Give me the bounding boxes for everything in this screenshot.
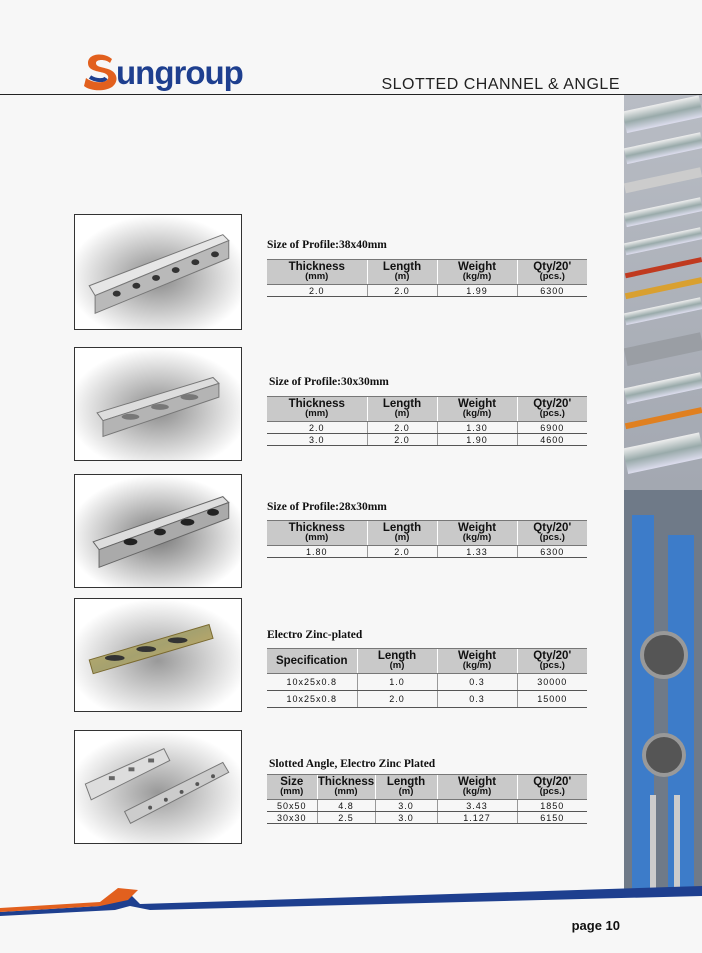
column-header: Length (m) — [367, 260, 437, 285]
table-cell: 2.0 — [357, 691, 437, 708]
table-cell: 1.127 — [437, 812, 517, 824]
pipe-machinery-strip — [624, 95, 702, 895]
table-cell: 2.0 — [367, 434, 437, 446]
column-header: Thickness (mm) — [267, 397, 367, 422]
product-image-slotted-angle — [74, 730, 242, 844]
table-header-row — [267, 521, 587, 546]
logo-s-icon — [82, 51, 118, 93]
table-cell: 3.43 — [437, 800, 517, 812]
table-cell: 50x50 — [267, 800, 317, 812]
product-image-28x30-channel — [74, 474, 242, 588]
column-header: Qty/20' (pcs.) — [517, 397, 587, 422]
table-row — [267, 546, 587, 558]
table-row — [267, 434, 587, 446]
section-title-slotted-angle: Slotted Angle, Electro Zinc Plated — [269, 758, 436, 770]
table-cell: 2.0 — [367, 285, 437, 297]
table-cell: 3.0 — [375, 812, 437, 824]
logo-wordmark: ungroup — [116, 54, 243, 91]
sungroup-logo — [82, 50, 243, 94]
column-header: Weight (kg/m) — [437, 260, 517, 285]
table-cell: 3.0 — [375, 800, 437, 812]
slotted-angle-icon — [75, 731, 241, 843]
column-header: Weight (kg/m) — [437, 649, 517, 674]
column-header: Specification — [267, 649, 357, 674]
table-header-row — [267, 649, 587, 674]
column-header: Weight (kg/m) — [437, 521, 517, 546]
column-header: Weight (kg/m) — [437, 775, 517, 800]
table-cell: 3.0 — [267, 434, 367, 446]
table-cell: 2.0 — [367, 422, 437, 434]
spec-table-zinc-plated — [267, 648, 587, 708]
table-cell: 0.3 — [437, 674, 517, 691]
column-header: Weight (kg/m) — [437, 397, 517, 422]
table-cell: 1.0 — [357, 674, 437, 691]
table-cell: 15000 — [517, 691, 587, 708]
table-cell: 1.90 — [437, 434, 517, 446]
product-image-38x40-channel — [74, 214, 242, 330]
table-cell: 1.80 — [267, 546, 367, 558]
table-cell: 30000 — [517, 674, 587, 691]
section-title-38x40: Size of Profile:38x40mm — [267, 239, 387, 251]
table-row — [267, 691, 587, 708]
table-cell: 1.33 — [437, 546, 517, 558]
column-header: Thickness (mm) — [317, 775, 375, 800]
table-cell: 30x30 — [267, 812, 317, 824]
table-cell: 2.5 — [317, 812, 375, 824]
slotted-channel-icon — [75, 475, 241, 587]
zinc-channel-icon — [75, 599, 241, 711]
header-divider — [0, 94, 702, 95]
table-row — [267, 422, 587, 434]
table-header-row — [267, 260, 587, 285]
spec-table-38x40 — [267, 259, 587, 297]
table-row — [267, 285, 587, 297]
table-cell: 6300 — [517, 285, 587, 297]
column-header: Length (m) — [367, 521, 437, 546]
product-image-zinc-plated-channel — [74, 598, 242, 712]
column-header: Qty/20' (pcs.) — [517, 649, 587, 674]
table-cell: 1850 — [517, 800, 587, 812]
table-cell: 6150 — [517, 812, 587, 824]
table-cell: 4600 — [517, 434, 587, 446]
section-title-30x30: Size of Profile:30x30mm — [269, 376, 389, 388]
page-number: page 10 — [571, 918, 620, 933]
column-header: Length (m) — [375, 775, 437, 800]
table-cell: 0.3 — [437, 691, 517, 708]
table-cell: 1.99 — [437, 285, 517, 297]
column-header: Qty/20' (pcs.) — [517, 521, 587, 546]
table-cell: 2.0 — [267, 422, 367, 434]
table-cell: 6300 — [517, 546, 587, 558]
table-cell: 6900 — [517, 422, 587, 434]
section-title-zinc-plated: Electro Zinc-plated — [267, 629, 363, 641]
table-header-row — [267, 397, 587, 422]
table-row — [267, 812, 587, 824]
table-cell: 1.30 — [437, 422, 517, 434]
table-row — [267, 674, 587, 691]
column-header: Qty/20' (pcs.) — [517, 260, 587, 285]
table-cell: 2.0 — [367, 546, 437, 558]
section-title-28x30: Size of Profile:28x30mm — [267, 501, 387, 513]
column-header: Qty/20' (pcs.) — [517, 775, 587, 800]
column-header: Thickness (mm) — [267, 260, 367, 285]
table-cell: 2.0 — [267, 285, 367, 297]
table-row — [267, 800, 587, 812]
column-header: Size (mm) — [267, 775, 317, 800]
footer-swoosh — [0, 880, 702, 920]
slotted-channel-icon — [75, 215, 241, 329]
table-cell: 4.8 — [317, 800, 375, 812]
spec-table-28x30 — [267, 520, 587, 558]
table-cell: 10x25x0.8 — [267, 674, 357, 691]
spec-table-slotted-angle — [267, 774, 587, 824]
slotted-channel-icon — [75, 348, 241, 460]
column-header: Length (m) — [367, 397, 437, 422]
table-cell: 10x25x0.8 — [267, 691, 357, 708]
table-header-row — [267, 775, 587, 800]
spec-table-30x30 — [267, 396, 587, 446]
column-header: Thickness (mm) — [267, 521, 367, 546]
page-title: SLOTTED CHANNEL & ANGLE — [381, 76, 620, 93]
column-header: Length (m) — [357, 649, 437, 674]
product-image-30x30-channel — [74, 347, 242, 461]
